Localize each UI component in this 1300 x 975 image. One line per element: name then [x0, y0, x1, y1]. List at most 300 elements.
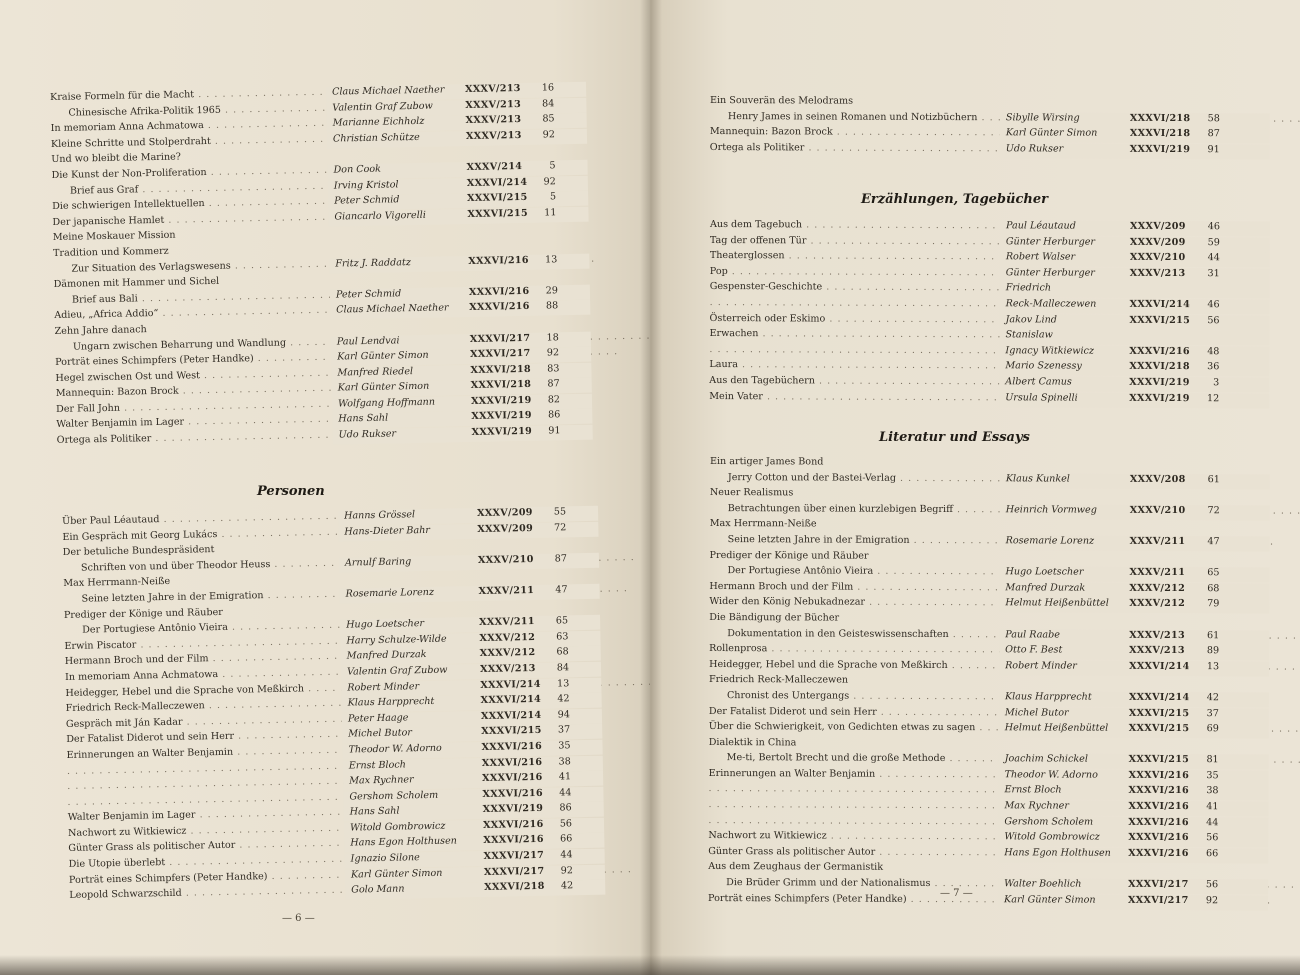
entry-page: 86	[547, 409, 561, 421]
entry-volume: XXXVI/215	[481, 725, 542, 738]
entry-page: 84	[556, 662, 570, 674]
entry-page: 85	[542, 113, 555, 125]
entry-volume: XXXVI/218	[1129, 112, 1191, 124]
entry-author: Max Rychner	[1004, 800, 1069, 812]
entry-author: Günter Herburger	[1005, 267, 1095, 279]
entry-title: Österreich oder Eskimo . . .	[710, 313, 1190, 326]
entry-page: 87	[1207, 128, 1220, 140]
entry-volume: XXXVI/214	[1129, 298, 1191, 311]
entry-page: 56	[559, 818, 573, 830]
entry-title: Ungarn zwischen Beharrung und Wandlung . . .	[73, 330, 650, 352]
entry-volume: XXXV/212	[1129, 598, 1186, 610]
entry-page: 13	[544, 253, 558, 266]
entry-page: 55	[553, 506, 567, 518]
entry-title: Prediger der Könige und Räuber	[63, 606, 223, 621]
entry-volume: XXXV/209	[476, 506, 533, 520]
entry-title: Mannequin: Bazon Brock . . .	[56, 379, 543, 399]
entry-page: 13	[1206, 660, 1220, 672]
entry-author: Klaus Harpprecht	[347, 696, 435, 709]
entry-volume: XXXVI/216	[481, 756, 543, 769]
section-heading-literatur: Literatur und Essays	[879, 430, 1030, 445]
entry-title: In memoriam Anna Achmatowa . . .	[51, 113, 569, 134]
entry-title: Der Fatalist Diderot und sein Herr . . .	[709, 705, 1241, 718]
entry-author: Klaus Harpprecht	[1004, 691, 1092, 703]
entry-page: 44	[1206, 816, 1219, 828]
entry-page: 5	[549, 191, 557, 203]
entry-page: 56	[1205, 879, 1219, 891]
entry-title: Ortega als Politiker . . .	[57, 426, 516, 446]
entry-volume: XXXVI/214	[1128, 691, 1190, 704]
entry-volume: XXXV/209	[477, 522, 534, 535]
entry-author: Jakov Lind	[1005, 313, 1057, 326]
entry-author: Witold Gombrowicz	[1004, 831, 1100, 843]
entry-page: 72	[1207, 504, 1220, 517]
entry-author: Theodor W. Adorno	[348, 742, 442, 756]
entry-title: Zur Situation des Verlagswesens . . .	[71, 253, 595, 274]
entry-author: Manfred Durzak	[1005, 582, 1086, 594]
entry-page: 87	[547, 378, 560, 390]
entry-volume: XXXVI/215	[1128, 707, 1190, 719]
entry-page: 47	[555, 584, 568, 596]
entry-author: Karl Günter Simon	[337, 349, 429, 363]
entry-author: Peter Schmid	[334, 194, 400, 207]
entry-volume: XXXVI/216	[482, 818, 544, 831]
entry-page: 56	[1206, 832, 1219, 844]
entry-volume: XXXV/213	[465, 98, 522, 111]
entry-title: Meine Moskauer Mission	[52, 229, 176, 244]
entry-volume: XXXVI/217	[469, 332, 531, 345]
entry-page: 44	[559, 786, 572, 799]
entry-title: In memoriam Anna Achmatowa . . .	[65, 662, 583, 683]
entry-title: Seine letzten Jahre in der Emigration . . .	[728, 534, 1274, 547]
entry-page: 42	[560, 880, 574, 892]
entry-author: Ernst Bloch	[348, 758, 406, 772]
entry-title: Über Paul Léautaud . . .	[62, 507, 524, 527]
entry-author: Gershom Scholem	[349, 789, 439, 803]
entry-volume: XXXVI/217	[470, 347, 531, 361]
entry-volume: XXXVI/216	[1128, 800, 1189, 813]
entry-title: Seine letzten Jahre in der Emigration . . .	[81, 583, 628, 604]
entry-page: 63	[556, 631, 569, 643]
entry-volume: XXXVI/219	[471, 425, 533, 439]
entry-page: 42	[557, 693, 570, 705]
entry-page: 72	[553, 521, 567, 534]
entry-title: Friedrich Reck-Malleczewen . . .	[66, 693, 570, 714]
entry-title: Friedrich Reck-Malleczewen	[708, 674, 849, 686]
entry-page: 86	[559, 802, 572, 814]
entry-volume: XXXVI/216	[469, 301, 530, 314]
entry-page: 94	[557, 709, 571, 721]
entry-author: Mario Szenessy	[1005, 360, 1082, 372]
entry-volume: XXXVI/218	[470, 379, 532, 392]
entry-page: 59	[1207, 236, 1220, 248]
page-number-left: — 6 —	[282, 913, 315, 924]
entry-title: Rollenprosa . . .	[709, 643, 1132, 656]
entry-author: Karl Günter Simon	[1004, 893, 1096, 906]
entry-author: Peter Schmid	[335, 288, 402, 301]
entry-page: 61	[1207, 473, 1220, 485]
entry-title: Gespenster-Geschichte . . .	[710, 281, 1187, 294]
entry-volume: XXXVI/219	[471, 410, 532, 423]
entry-title: Hermann Broch und der Film . . .	[65, 647, 573, 668]
entry-author: Hans-Dieter Bahr	[344, 524, 431, 538]
entry-author: Friedrich	[1005, 282, 1052, 294]
left-continued-list	[50, 82, 561, 451]
entry-author: Ignazio Silone	[350, 852, 420, 865]
entry-title: Der Portugiese Antônio Vieira . . .	[727, 565, 1237, 578]
entry-author: Claus Michael Naether	[331, 84, 445, 98]
entry-title: Über die Schwierigkeit, von Gedichten etwas zu sagen . . .	[709, 721, 1300, 735]
entry-page: 58	[1207, 112, 1220, 124]
entry-author: Giancarlo Vigorelli	[334, 209, 426, 223]
entry-author: Manfred Riedel	[337, 365, 414, 379]
entry-page: 81	[1206, 754, 1219, 766]
entry-author: Wolfgang Hoffmann	[337, 396, 436, 410]
entry-title: Und wo bleibt die Marine?	[51, 151, 182, 166]
entry-page: 29	[545, 285, 559, 297]
entry-title: Heidegger, Hebel und die Sprache von Meßkirch . . .	[65, 676, 650, 699]
entry-page: 83	[547, 362, 560, 375]
entry-author: Ernst Bloch	[1004, 784, 1062, 797]
entry-author: Paul Léautaud	[1005, 220, 1076, 232]
entry-title: Die Utopie überlebt . . .	[69, 850, 530, 870]
entry-page: 56	[1207, 314, 1220, 326]
entry-volume: XXXV/214	[466, 160, 523, 173]
entry-volume: XXXVI/216	[1129, 345, 1190, 357]
right-page	[650, 0, 1300, 975]
entry-volume: XXXV/212	[1129, 582, 1186, 594]
entry-volume: XXXVI/218	[484, 881, 545, 894]
entry-author: Gershom Scholem	[1004, 815, 1094, 828]
entry-volume: XXXVI/218	[1129, 128, 1191, 140]
entry-page: 18	[546, 331, 559, 344]
entry-author: Hans Egon Holthusen	[350, 835, 458, 849]
entry-title: Ein artiger James Bond	[709, 456, 824, 468]
entry-volume: XXXVI/218	[470, 363, 532, 376]
entry-volume: XXXVI/216	[482, 787, 544, 800]
entry-volume: XXXVI/216	[1128, 785, 1190, 797]
entry-volume: XXXVI/219	[1129, 376, 1190, 389]
personen-list	[62, 506, 574, 906]
entry-volume: XXXVI/214	[480, 678, 541, 691]
entry-author: Christian Schütze	[332, 131, 420, 145]
entry-page: 92	[543, 175, 556, 188]
entry-page: 12	[1206, 392, 1220, 404]
entry-title: Max Herrmann-Neiße	[709, 518, 817, 530]
entry-page: 37	[557, 724, 571, 736]
entry-author: Otto F. Best	[1005, 644, 1063, 656]
entry-page: 68	[556, 646, 569, 658]
entry-title: Günter Grass als politischer Autor . . .	[68, 833, 600, 854]
entry-author: Witold Gombrowicz	[349, 820, 446, 834]
entry-volume: XXXVI/214	[480, 693, 542, 707]
entry-volume: XXXVI/214	[1129, 660, 1190, 672]
entry-volume: XXXVI/216	[468, 285, 530, 298]
entry-volume: XXXVI/216	[468, 254, 529, 267]
entry-author: Fritz J. Raddatz	[335, 256, 411, 270]
entry-author: Valentin Graf Zubow	[346, 664, 448, 678]
entry-author: Hanns Grössel	[343, 509, 416, 522]
entry-title: Betrachtungen über einen kurzlebigen Begriff . . .	[728, 503, 1300, 517]
entry-title: Hegel zwischen Ost und West . . .	[55, 363, 564, 384]
entry-volume: XXXV/212	[479, 631, 536, 644]
entry-title: Hermann Broch und der Film . . .	[709, 581, 1217, 594]
entry-volume: XXXV/213	[1129, 267, 1186, 279]
book-gutter	[640, 0, 662, 975]
entry-author: Robert Walser	[1005, 251, 1076, 263]
entry-title: Porträt eines Schimpfers (Peter Handke) . . .	[69, 864, 632, 886]
entry-author: Rosemarie Lorenz	[345, 586, 435, 600]
entry-author: Sibylle Wirsing	[1005, 111, 1080, 124]
entry-volume: XXXV/210	[477, 553, 534, 566]
entry-author: Hugo Loetscher	[1005, 566, 1084, 578]
entry-author: Peter Haage	[347, 712, 409, 725]
entry-page: 41	[558, 771, 572, 783]
entry-volume: XXXVI/216	[1128, 769, 1190, 781]
entry-title: Die Brüder Grimm und der Nationalismus . . .	[726, 877, 1295, 890]
entry-author: Max Rychner	[349, 774, 414, 787]
entry-author: Harry Schulze-Wilde	[346, 633, 447, 647]
entry-page: 79	[1207, 598, 1220, 610]
entry-author: Hans Sahl	[338, 413, 389, 425]
entry-title: Die Bändigung der Bücher	[709, 611, 840, 624]
entry-volume: XXXVI/215	[467, 207, 529, 220]
entry-page: 44	[560, 849, 573, 861]
entry-title: Heidegger, Hebel und die Sprache von Meßkirch . . .	[709, 659, 1300, 673]
literatur-list	[708, 456, 1220, 908]
page-bottom-shadow	[0, 955, 1300, 975]
entry-title: Brief aus Graf . . .	[70, 177, 503, 196]
entry-author: Heinrich Vormweg	[1005, 504, 1097, 516]
entry-author: Walter Boehlich	[1004, 878, 1082, 890]
entry-volume: XXXV/210	[1129, 252, 1186, 264]
entry-volume: XXXV/211	[1129, 566, 1186, 579]
entry-volume: XXXVI/215	[1128, 754, 1190, 766]
entry-title: Theaterglossen . . .	[710, 250, 1149, 263]
entry-author: Robert Minder	[347, 680, 420, 694]
entry-title: Gespräch mit Ján Kadar . . .	[66, 709, 547, 729]
entry-title: Wider den König Nebukadnezar . . .	[709, 596, 1229, 609]
entry-page: 38	[558, 755, 571, 768]
entry-author: Udo Rukser	[1005, 143, 1064, 155]
entry-author: Stanislaw	[1005, 329, 1053, 341]
entry-volume: XXXVI/219	[1129, 392, 1190, 404]
entry-author: Irving Kristol	[333, 178, 399, 192]
entry-title: Porträt eines Schimpfers (Peter Handke) . . .	[55, 346, 618, 368]
entry-author: Karl Günter Simon	[337, 381, 430, 394]
entry-author: Ursula Spinelli	[1005, 391, 1078, 404]
entry-page: 3	[1213, 377, 1220, 389]
entry-title: Mannequin: Bazon Brock . . .	[710, 126, 1197, 139]
erzaehlungen-list	[709, 219, 1220, 406]
entry-page: 91	[1207, 143, 1220, 156]
entry-title: Die Kunst der Non-Proliferation . . .	[51, 160, 571, 181]
entry-volume: XXXVI/216	[1128, 832, 1189, 844]
entry-page: 89	[1206, 645, 1220, 657]
entry-page: 65	[1207, 567, 1220, 579]
entry-title: Kraise Formeln für die Macht . . .	[50, 82, 559, 103]
entry-title: Ortega als Politiker . . .	[710, 142, 1169, 155]
entry-page: 92	[560, 864, 574, 877]
page-number-right: — 7 —	[940, 888, 973, 899]
entry-page: 31	[1207, 267, 1220, 280]
entry-volume: XXXVI/217	[483, 849, 545, 863]
entry-title: Chronist des Untergangs . . .	[727, 690, 1214, 703]
entry-title: Leopold Schwarzschild . . .	[69, 881, 546, 901]
entry-page: 46	[1207, 221, 1220, 233]
entry-title: Der Portugiese Antônio Vieira . . .	[82, 615, 592, 636]
entry-author: Michel Butor	[348, 727, 413, 740]
entry-title: Aus dem Zeughaus der Germanistik	[708, 861, 884, 874]
entry-author: Joachim Schickel	[1004, 753, 1088, 765]
entry-page: 92	[546, 347, 560, 359]
entry-title: Der Fall John . . .	[56, 396, 485, 415]
entry-title: Tradition und Kommerz	[52, 245, 169, 259]
entry-title: Aus dem Tagebuch . . .	[710, 219, 1167, 232]
entry-author: Karl Günter Simon	[1005, 127, 1098, 139]
entry-title: Dämonen mit Hammer und Sichel	[53, 275, 220, 291]
entry-volume: XXXV/211	[1129, 535, 1186, 548]
entry-volume: XXXV/213	[1129, 629, 1185, 641]
entry-title: Jerry Cotton und der Bastei-Verlag . . .	[728, 472, 1261, 485]
entry-page: 88	[545, 300, 559, 312]
entry-author: Klaus Kunkel	[1005, 472, 1070, 485]
entry-title: Der japanische Hamlet . . .	[52, 208, 528, 228]
entry-title: Erinnerungen an Walter Benjamin . . .	[709, 768, 1240, 781]
entry-page: 82	[547, 394, 561, 406]
entry-title: Brief aus Bali . . .	[72, 286, 502, 305]
entry-author: Hans Sahl	[349, 805, 400, 818]
entry-volume: XXXVI/216	[482, 771, 543, 785]
entry-author: Manfred Durzak	[346, 649, 427, 662]
entry-title: Ein Gespräch mit Georg Lukács . . .	[62, 522, 582, 543]
entry-page: 46	[1207, 299, 1220, 311]
entry-title: Schriften von und über Theodor Heuss . . .	[81, 552, 635, 574]
entry-author: Paul Raabe	[1005, 628, 1060, 641]
entry-page: 35	[558, 740, 571, 752]
entry-title: Tag der offenen Tür . . .	[710, 235, 1171, 248]
entry-title: Ein Souverän des Melodrams	[709, 95, 854, 107]
entry-title: Kleine Schritte und Stolperdraht . . .	[51, 129, 575, 150]
entry-title: Walter Benjamin im Lager . . .	[56, 410, 548, 430]
entry-volume: XXXVI/216	[1128, 847, 1189, 859]
entry-title: Erwachen . . .	[709, 328, 1122, 341]
entry-title: Erwin Piscator . . .	[64, 632, 500, 651]
entry-page: 36	[1207, 361, 1220, 373]
entry-author: Marianne Eichholz	[332, 116, 425, 129]
entry-title: Dokumentation in den Geisteswissenschaften . . .	[727, 628, 1300, 642]
entry-page: 69	[1206, 723, 1219, 735]
entry-volume: XXXV/211	[479, 616, 535, 629]
entry-volume: XXXVI/219	[470, 394, 532, 407]
entry-title: Henry James in seinen Romanen und Notizbüchern . . .	[728, 111, 1300, 125]
entry-page: 5	[549, 160, 556, 172]
entry-volume: XXXVI/217	[1128, 878, 1189, 891]
entry-page: 68	[1207, 582, 1220, 594]
entry-author: Udo Rukser	[338, 428, 397, 441]
entry-title: Walter Benjamin im Lager . . .	[68, 803, 560, 823]
entry-title: Zehn Jahre danach	[54, 324, 147, 337]
entry-author: Arnulf Baring	[344, 556, 412, 569]
entry-page: 44	[1207, 252, 1220, 264]
entry-volume: XXXV/213	[1129, 644, 1185, 657]
entry-volume: XXXV/208	[1129, 473, 1186, 485]
entry-page: 91	[548, 425, 561, 437]
entry-volume: XXXVI/219	[482, 803, 544, 816]
entry-title: Dialektik in China	[708, 736, 797, 749]
entry-page: 16	[541, 82, 555, 94]
entry-title: Neuer Realismus	[709, 487, 794, 499]
entry-title: Günter Grass als politischer Autor . . .	[708, 846, 1239, 859]
entry-author: Michel Butor	[1004, 706, 1069, 719]
entry-title: Adieu, „Africa Addio“ . . .	[54, 301, 523, 321]
entry-author: Valentin Graf Zubow	[332, 100, 433, 114]
entry-volume: XXXV/209	[1129, 220, 1186, 233]
section-heading-erzaehlungen: Erzählungen, Tagebücher	[861, 192, 1048, 207]
entry-page: 13	[556, 677, 570, 690]
entry-author: Ignacy Witkiewicz	[1005, 345, 1095, 357]
entry-volume: XXXV/213	[479, 662, 536, 675]
entry-author: Reck-Malleczewen	[1005, 298, 1097, 310]
entry-volume: XXXVI/215	[1129, 314, 1191, 326]
entry-title: Aus den Tagebüchern . . .	[709, 375, 1179, 388]
entry-volume: XXXV/209	[1129, 236, 1186, 248]
entry-volume: XXXVI/218	[1129, 361, 1190, 373]
entry-author: Hans Egon Holthusen	[1004, 847, 1111, 859]
entry-title: Max Herrmann-Neiße	[63, 576, 171, 590]
entry-title: Nachwort zu Witkiewicz . . .	[68, 819, 551, 839]
entry-author: Theodor W. Adorno	[1004, 769, 1098, 781]
entry-title: Erinnerungen an Walter Benjamin . . .	[66, 740, 597, 761]
entry-author: Robert Minder	[1005, 660, 1077, 672]
entry-page: 37	[1206, 707, 1219, 719]
entry-title: Laura . . .	[709, 359, 1102, 372]
entry-title: Porträt eines Schimpfers (Peter Handke) . . .	[708, 893, 1271, 906]
entry-author: Paul Lendvai	[336, 334, 400, 348]
entry-volume: XXXVI/219	[1129, 143, 1191, 155]
entry-page: 38	[1206, 785, 1219, 797]
entry-page: 48	[1207, 345, 1220, 357]
entry-volume: XXXV/213	[465, 114, 522, 127]
entry-volume: XXXVI/215	[1128, 722, 1190, 735]
entry-page: 84	[541, 97, 555, 110]
entry-volume: XXXV/211	[478, 584, 535, 597]
entry-title: Der betuliche Bundespräsident	[62, 544, 215, 559]
entry-author: Golo Mann	[351, 883, 405, 896]
entry-volume: XXXVI/214	[466, 176, 528, 189]
section-heading-personen: Personen	[257, 484, 325, 499]
entry-page: 42	[1206, 692, 1219, 704]
entry-title: Me-ti, Bertolt Brecht und die große Methode . . .	[727, 752, 1300, 766]
entry-title: Prediger der Könige und Räuber	[709, 549, 869, 562]
entry-volume: XXXV/210	[1129, 504, 1186, 516]
entry-volume: XXXV/212	[479, 647, 536, 660]
entry-title: Mein Vater . . .	[709, 391, 1127, 404]
entry-author: Don Cook	[333, 163, 382, 176]
entry-author: Helmut Heißenbüttel	[1004, 722, 1109, 734]
entry-author: Karl Günter Simon	[350, 867, 443, 881]
entry-page: 11	[544, 207, 557, 219]
entry-volume: XXXV/213	[465, 129, 522, 142]
entry-volume: XXXV/213	[464, 82, 521, 96]
entry-volume: XXXVI/215	[467, 192, 528, 205]
entry-volume: XXXVI/217	[1128, 894, 1189, 906]
entry-page: 66	[559, 833, 573, 845]
entry-author: Günter Herburger	[1005, 235, 1096, 248]
entry-author: Rosemarie Lorenz	[1005, 535, 1095, 547]
entry-volume: XXXVI/216	[483, 834, 544, 847]
entry-author: Hugo Loetscher	[346, 618, 425, 631]
